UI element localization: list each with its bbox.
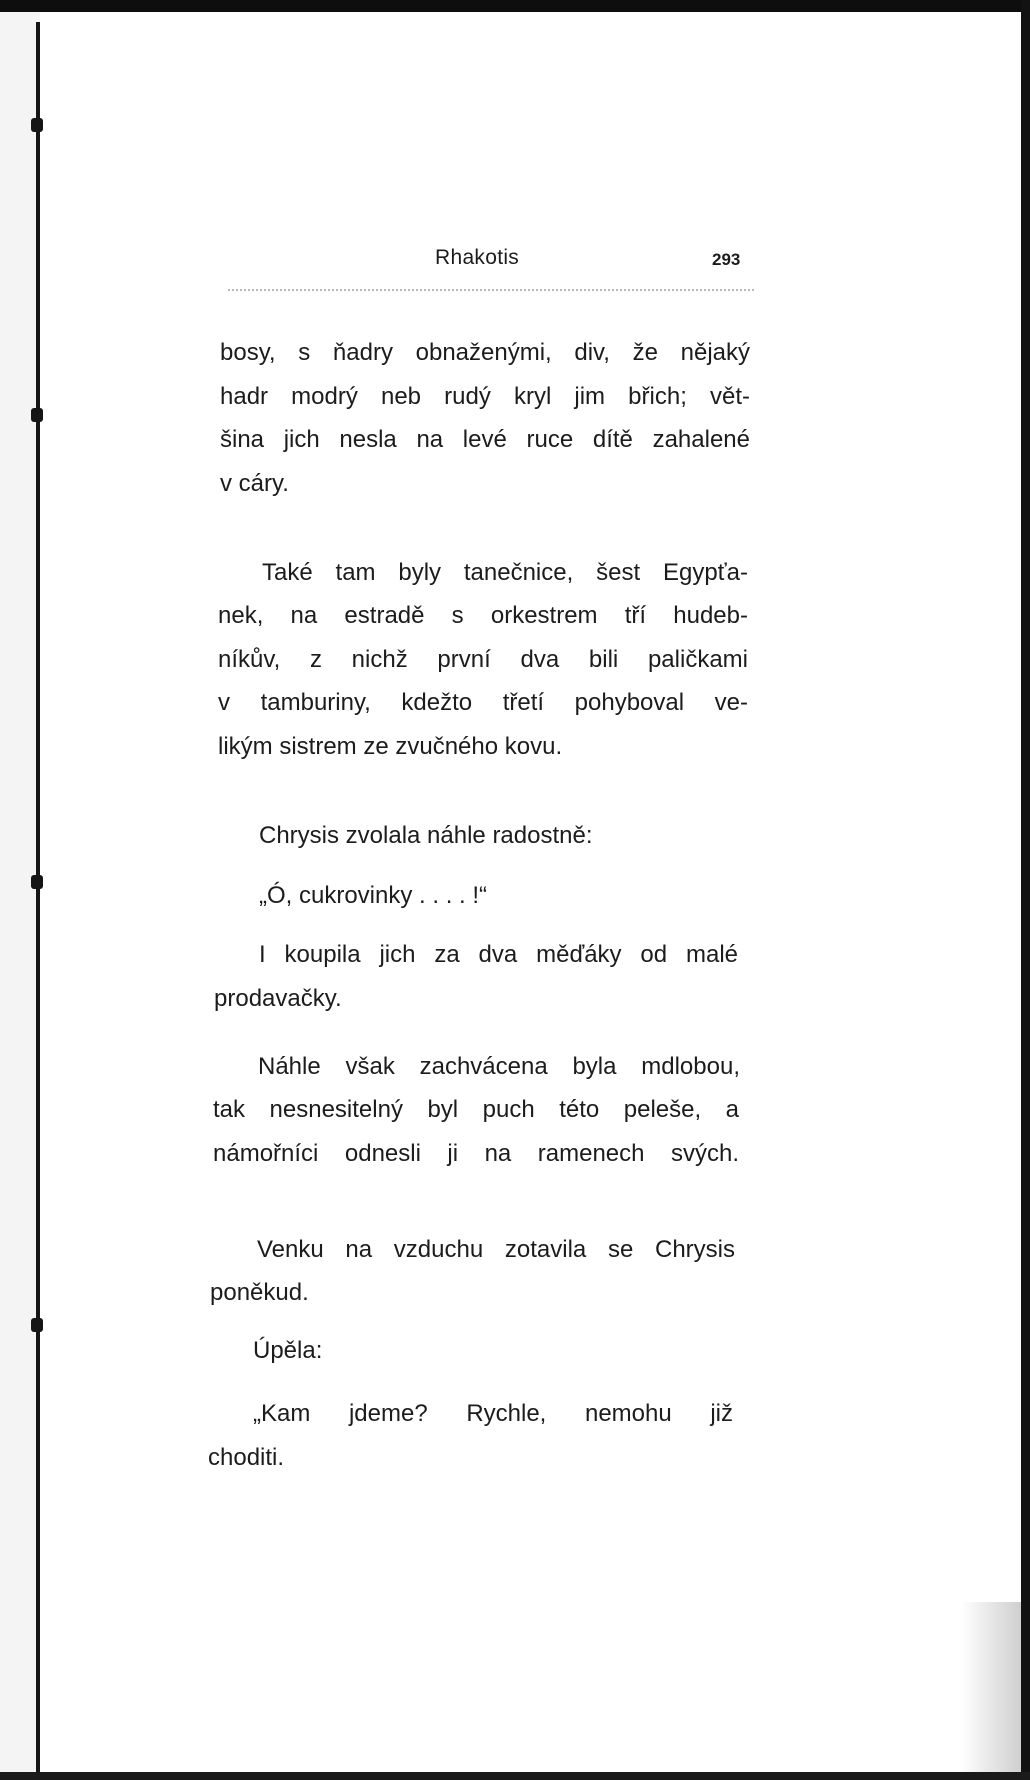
- text-line: choditi.: [208, 1444, 285, 1471]
- text-line: Venku na vzduchu zotavila se Chrysis: [257, 1236, 735, 1263]
- text-line: námořníci odnesli ji na ramenech svých.: [213, 1140, 739, 1167]
- text-line: v tamburiny, kdežto třetí pohyboval ve-: [218, 689, 748, 716]
- text-line: hadr modrý neb rudý kryl jim břich; vět-: [220, 383, 750, 410]
- text-line: likým sistrem ze zvučného kovu.: [218, 733, 563, 760]
- text-line: „Kam jdeme? Rychle, nemohu již: [253, 1400, 733, 1427]
- text-line: v cáry.: [220, 470, 289, 497]
- text-line: I koupila jich za dva měďáky od malé: [259, 941, 738, 968]
- text-line: šina jich nesla na levé ruce dítě zahalené: [220, 426, 750, 453]
- text-line: poněkud.: [210, 1279, 309, 1306]
- text-line: Úpěla:: [253, 1337, 323, 1364]
- text-line: nek, na estradě s orkestrem tří hudeb-: [218, 602, 748, 629]
- text-line: bosy, s ňadry obnaženými, div, že nějaký: [220, 339, 750, 366]
- page-number: 293: [712, 250, 741, 269]
- text-line: „Ó, cukrovinky . . . . !“: [259, 882, 488, 909]
- text-line: Náhle však zachvácena byla mdlobou,: [258, 1053, 740, 1080]
- header-rule: [228, 289, 754, 291]
- text-line: níkův, z nichž první dva bili paličkami: [218, 646, 748, 673]
- running-title: Rhakotis: [435, 246, 520, 269]
- text-line: Také tam byly tanečnice, šest Egypťa-: [262, 559, 748, 586]
- text-line: Chrysis zvolala náhle radostně:: [259, 822, 593, 849]
- text-line: tak nesnesitelný byl puch této peleše, a: [213, 1096, 739, 1123]
- text-line: prodavačky.: [214, 985, 342, 1012]
